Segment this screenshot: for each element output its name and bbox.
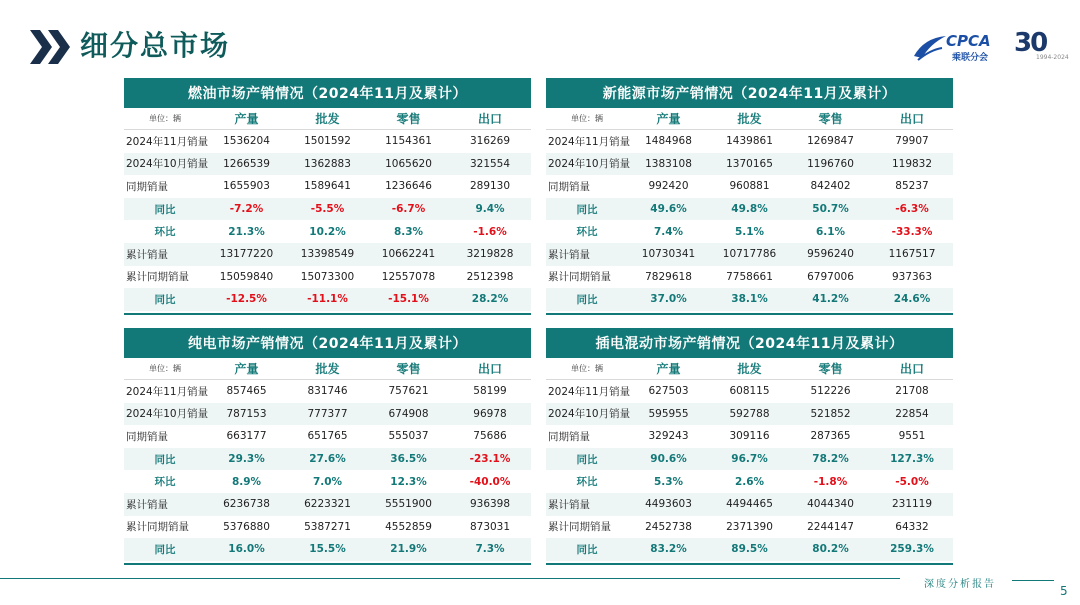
table-cell: -1.6% (473, 225, 507, 238)
table-cell: -6.3% (895, 203, 929, 216)
table-cell: 7758661 (726, 270, 773, 283)
table-cell: 857465 (226, 385, 267, 398)
row-label: 2024年11月销量 (126, 135, 209, 148)
table-row (124, 175, 531, 198)
bev-market-panel (124, 328, 531, 560)
table-cell: 259.3% (890, 543, 934, 556)
table-cell: 4493603 (645, 498, 692, 511)
table-cell: 1236646 (385, 180, 432, 193)
footer-divider (0, 578, 900, 579)
table-row (546, 425, 953, 448)
row-label: 环比 (576, 476, 598, 489)
table-cell: 7.3% (475, 543, 505, 556)
table-bottom-rule (124, 313, 531, 315)
table-cell: 21708 (895, 385, 929, 398)
panel-title: 新能源市场产销情况（2024年11月及累计） (546, 78, 953, 108)
table-cell: 13177220 (219, 248, 274, 261)
table-cell: 50.7% (812, 203, 849, 216)
fuel-market-panel (124, 78, 531, 310)
table-row (546, 493, 953, 516)
data-table (546, 358, 953, 561)
table-cell: 10730341 (641, 248, 696, 261)
row-label: 同比 (576, 543, 598, 556)
table-cell: 674908 (388, 407, 429, 420)
table-cell: 15059840 (219, 270, 274, 283)
table-cell: 5.3% (653, 475, 684, 488)
table-row (124, 380, 531, 403)
table-cell: 1196760 (807, 157, 854, 170)
page-title: 细分总市场 (80, 29, 231, 62)
column-header: 零售 (818, 112, 843, 126)
column-header: 批发 (737, 112, 762, 126)
table-cell: -5.5% (310, 203, 345, 216)
table-cell: 1266539 (223, 157, 270, 170)
table-cell: 12557078 (381, 270, 436, 283)
table-cell: 936398 (469, 498, 511, 511)
table-cell: 64332 (895, 520, 929, 533)
table-row (124, 130, 531, 153)
column-header: 零售 (396, 362, 421, 376)
table-row (546, 198, 953, 221)
table-cell: 287365 (810, 430, 851, 443)
row-label: 同比 (154, 203, 176, 216)
table-row (124, 266, 531, 289)
table-cell: 2.6% (734, 475, 765, 488)
table-row (546, 153, 953, 176)
table-cell: 49.6% (650, 203, 687, 216)
table-row (546, 403, 953, 426)
table-row (546, 243, 953, 266)
anniversary-logo (1012, 30, 1072, 64)
table-cell: 89.5% (731, 543, 768, 556)
table-cell: 2371390 (726, 520, 773, 533)
column-header: 产量 (656, 362, 681, 376)
table-cell: -7.2% (229, 203, 264, 216)
column-header: 产量 (656, 112, 681, 126)
column-header: 出口 (477, 362, 502, 376)
unit-label: 单位：辆 (571, 364, 603, 373)
table-cell: 83.2% (650, 543, 687, 556)
table-cell: 90.6% (650, 453, 687, 466)
table-cell: 127.3% (890, 453, 934, 466)
row-label: 2024年10月销量 (126, 158, 209, 171)
table-cell: 1269847 (807, 135, 854, 148)
table-cell: 1383108 (645, 157, 692, 170)
footer-report-label: 深度分析报告 (924, 579, 996, 590)
table-header-row (124, 108, 531, 130)
table-cell: 329243 (648, 430, 689, 443)
row-label: 同比 (154, 453, 176, 466)
table-bottom-rule (546, 313, 953, 315)
table-row (124, 153, 531, 176)
table-cell: -23.1% (469, 453, 511, 466)
row-label: 环比 (154, 476, 176, 489)
table-cell: 4044340 (807, 498, 854, 511)
table-cell: 4494465 (726, 498, 773, 511)
row-label: 2024年10月销量 (548, 158, 631, 171)
table-row (124, 403, 531, 426)
row-label: 同期销量 (548, 430, 590, 443)
table-row (124, 538, 531, 561)
table-cell: 10717786 (722, 248, 777, 261)
table-cell: 75686 (473, 430, 507, 443)
table-cell: 7829618 (645, 270, 692, 283)
cpca-emblem-icon (912, 32, 948, 62)
table-cell: 6236738 (223, 498, 270, 511)
table-cell: 80.2% (812, 543, 849, 556)
table-cell: 2452738 (645, 520, 692, 533)
column-header: 产量 (234, 112, 259, 126)
cpca-logo-text: CPCA (946, 32, 991, 50)
data-table (546, 108, 953, 311)
table-cell: 5387271 (304, 520, 351, 533)
row-label: 同比 (576, 203, 598, 216)
table-cell: 27.6% (309, 453, 346, 466)
table-cell: 4552859 (385, 520, 432, 533)
column-header: 出口 (899, 362, 924, 376)
anniversary-number: 30 (1014, 28, 1047, 58)
table-row (546, 470, 953, 493)
table-cell: 1536204 (223, 135, 270, 148)
table-cell: 38.1% (731, 293, 768, 306)
row-label: 同比 (154, 293, 176, 306)
footer-divider-short (1012, 580, 1054, 581)
row-label: 累计同期销量 (548, 271, 611, 284)
table-cell: 512226 (810, 385, 851, 398)
table-row (124, 425, 531, 448)
table-cell: 1655903 (223, 180, 270, 193)
table-cell: 24.6% (893, 293, 931, 306)
table-cell: 627503 (648, 385, 689, 398)
row-label: 同比 (576, 293, 598, 306)
table-cell: 1154361 (385, 135, 432, 148)
table-cell: 1167517 (888, 248, 936, 261)
row-label: 环比 (154, 226, 176, 239)
table-header-row (124, 358, 531, 380)
table-cell: 316269 (469, 135, 511, 148)
table-bottom-rule (546, 563, 953, 565)
table-cell: 842402 (810, 180, 851, 193)
table-cell: 5.1% (734, 225, 765, 238)
row-label: 同比 (154, 543, 176, 556)
column-header: 出口 (899, 112, 924, 126)
table-cell: 1370165 (726, 157, 773, 170)
table-cell: 1484968 (645, 135, 692, 148)
row-label: 2024年10月销量 (126, 408, 209, 421)
panel-title: 纯电市场产销情况（2024年11月及累计） (124, 328, 531, 358)
table-row (546, 175, 953, 198)
table-cell: 2512398 (466, 270, 514, 283)
table-header-row (546, 108, 953, 130)
table-cell: 873031 (469, 520, 511, 533)
column-header: 零售 (396, 112, 421, 126)
table-cell: 777377 (307, 407, 348, 420)
table-cell: 28.2% (471, 293, 509, 306)
table-cell: 608115 (729, 385, 770, 398)
table-cell: 1362883 (304, 157, 351, 170)
table-bottom-rule (124, 563, 531, 565)
table-cell: 79907 (895, 135, 929, 148)
table-cell: 1065620 (385, 157, 432, 170)
table-cell: 9551 (898, 430, 926, 443)
table-cell: 309116 (729, 430, 770, 443)
table-cell: 10662241 (381, 248, 436, 261)
table-row (546, 448, 953, 471)
table-cell: 1439861 (726, 135, 773, 148)
table-row (546, 288, 953, 311)
table-cell: 41.2% (812, 293, 849, 306)
table-cell: 592788 (729, 407, 770, 420)
table-row (124, 243, 531, 266)
table-cell: 96978 (473, 407, 507, 420)
column-header: 批发 (315, 112, 340, 126)
table-cell: 119832 (891, 157, 933, 170)
table-cell: 16.0% (228, 543, 265, 556)
table-cell: 13398549 (300, 248, 355, 261)
table-row (124, 288, 531, 311)
table-cell: 15.5% (309, 543, 346, 556)
table-cell: 595955 (648, 407, 689, 420)
row-label: 2024年11月销量 (548, 135, 631, 148)
table-cell: -40.0% (469, 475, 511, 488)
table-cell: 960881 (729, 180, 770, 193)
row-label: 累计销量 (548, 498, 590, 511)
table-row (546, 516, 953, 539)
row-label: 环比 (576, 226, 598, 239)
table-cell: 6.1% (815, 225, 846, 238)
table-row (546, 220, 953, 243)
table-row (546, 130, 953, 153)
nev-market-panel (546, 78, 953, 310)
table-row (546, 538, 953, 561)
table-cell: -11.1% (307, 293, 348, 306)
table-cell: 555037 (388, 430, 429, 443)
unit-label: 单位：辆 (149, 364, 181, 373)
table-row (124, 516, 531, 539)
table-header-row (546, 358, 953, 380)
table-cell: 21.9% (390, 543, 427, 556)
table-cell: -15.1% (388, 293, 429, 306)
unit-label: 单位：辆 (571, 114, 603, 123)
row-label: 累计销量 (126, 248, 168, 261)
column-header: 批发 (737, 362, 762, 376)
row-label: 2024年10月销量 (548, 408, 631, 421)
table-cell: 992420 (648, 180, 689, 193)
cpca-logo-subtext: 乘联分会 (952, 53, 989, 63)
table-cell: 12.3% (390, 475, 427, 488)
data-table (124, 358, 531, 561)
table-cell: 10.2% (309, 225, 346, 238)
row-label: 累计同期销量 (548, 521, 611, 534)
table-cell: -6.7% (391, 203, 426, 216)
table-cell: 7.0% (312, 475, 343, 488)
table-cell: 3219828 (466, 248, 514, 261)
table-cell: 7.4% (653, 225, 684, 238)
panel-title: 插电混动市场产销情况（2024年11月及累计） (546, 328, 953, 358)
row-label: 2024年11月销量 (126, 385, 209, 398)
table-cell: 5551900 (385, 498, 432, 511)
column-header: 出口 (477, 112, 502, 126)
table-cell: 29.3% (228, 453, 265, 466)
table-cell: 21.3% (228, 225, 265, 238)
table-cell: 521852 (810, 407, 851, 420)
table-cell: 757621 (388, 385, 429, 398)
table-cell: 1501592 (304, 135, 351, 148)
table-cell: -5.0% (895, 475, 929, 488)
phev-market-panel (546, 328, 953, 560)
table-cell: 96.7% (731, 453, 768, 466)
table-cell: -1.8% (813, 475, 848, 488)
table-row (546, 266, 953, 289)
table-cell: 231119 (891, 498, 933, 511)
row-label: 同期销量 (126, 180, 168, 193)
row-label: 累计销量 (126, 498, 168, 511)
table-cell: 6223321 (304, 498, 351, 511)
table-cell: 36.5% (390, 453, 427, 466)
row-label: 同期销量 (548, 180, 590, 193)
table-cell: 85237 (895, 180, 929, 193)
panel-title: 燃油市场产销情况（2024年11月及累计） (124, 78, 531, 108)
table-cell: 651765 (307, 430, 348, 443)
anniversary-years: 1994-2024 (1036, 54, 1069, 61)
table-cell: -33.3% (891, 225, 933, 238)
data-table (124, 108, 531, 311)
cpca-logo (912, 30, 1004, 64)
table-cell: 787153 (226, 407, 267, 420)
table-row (124, 220, 531, 243)
table-row (546, 380, 953, 403)
table-row (124, 470, 531, 493)
column-header: 零售 (818, 362, 843, 376)
row-label: 累计同期销量 (126, 271, 189, 284)
table-cell: 663177 (226, 430, 267, 443)
column-header: 产量 (234, 362, 259, 376)
table-cell: -12.5% (226, 293, 267, 306)
page-number: 5 (1060, 584, 1068, 598)
row-label: 同期销量 (126, 430, 168, 443)
table-cell: 5376880 (223, 520, 270, 533)
table-cell: 15073300 (300, 270, 355, 283)
table-row (124, 493, 531, 516)
table-cell: 78.2% (812, 453, 849, 466)
row-label: 2024年11月销量 (548, 385, 631, 398)
table-cell: 2244147 (807, 520, 854, 533)
row-label: 同比 (576, 453, 598, 466)
table-cell: 8.3% (393, 225, 424, 238)
table-cell: 6797006 (807, 270, 854, 283)
table-cell: 58199 (473, 385, 507, 398)
unit-label: 单位：辆 (149, 114, 181, 123)
table-cell: 22854 (895, 407, 929, 420)
table-cell: 289130 (469, 180, 511, 193)
table-cell: 9.4% (475, 203, 505, 216)
table-cell: 49.8% (731, 203, 768, 216)
table-cell: 8.9% (231, 475, 262, 488)
table-cell: 321554 (469, 157, 511, 170)
table-cell: 37.0% (650, 293, 687, 306)
table-cell: 937363 (891, 270, 933, 283)
column-header: 批发 (315, 362, 340, 376)
row-label: 累计同期销量 (126, 521, 189, 534)
table-cell: 9596240 (807, 248, 854, 261)
slide-header (0, 0, 1080, 70)
table-row (124, 198, 531, 221)
table-row (124, 448, 531, 471)
row-label: 累计销量 (548, 248, 590, 261)
table-cell: 831746 (307, 385, 348, 398)
table-cell: 1589641 (304, 180, 351, 193)
